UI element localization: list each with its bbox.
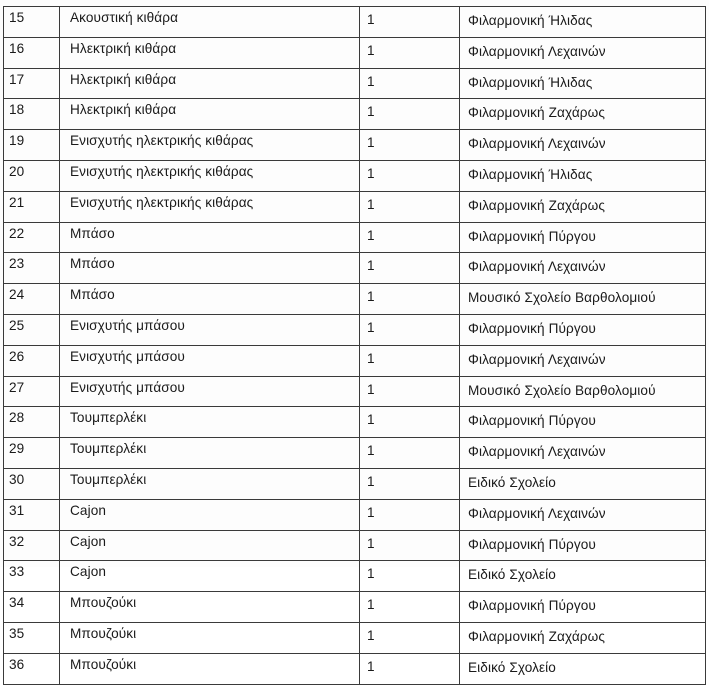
row-number-cell: 20 bbox=[4, 160, 60, 191]
recipient-cell: Φιλαρμονική Πύργου bbox=[460, 222, 706, 253]
table-row bbox=[4, 468, 706, 499]
instrument-cell: Τουμπερλέκι bbox=[60, 407, 360, 438]
table-row bbox=[4, 592, 706, 623]
table-row bbox=[4, 438, 706, 469]
row-number-cell: 21 bbox=[4, 191, 60, 222]
instrument-cell: Cajon bbox=[60, 530, 360, 561]
quantity-cell: 1 bbox=[360, 160, 460, 191]
recipient-cell: Φιλαρμονική Πύργου bbox=[460, 592, 706, 623]
recipient-cell: Φιλαρμονική Ήλιδας bbox=[460, 68, 706, 99]
row-number-cell: 34 bbox=[4, 592, 60, 623]
instrument-cell: Μπάσο bbox=[60, 222, 360, 253]
quantity-cell: 1 bbox=[360, 99, 460, 130]
recipient-cell: Φιλαρμονική Πύργου bbox=[460, 530, 706, 561]
instrument-cell: Ηλεκτρική κιθάρα bbox=[60, 37, 360, 68]
instrument-cell: Ηλεκτρική κιθάρα bbox=[60, 99, 360, 130]
instrument-cell: Ηλεκτρική κιθάρα bbox=[60, 68, 360, 99]
quantity-cell: 1 bbox=[360, 653, 460, 684]
recipient-cell: Φιλαρμονική Ζαχάρως bbox=[460, 191, 706, 222]
recipient-cell: Ειδικό Σχολείο bbox=[460, 561, 706, 592]
instrument-cell: Μπουζούκι bbox=[60, 653, 360, 684]
instrument-distribution-table bbox=[3, 6, 706, 685]
quantity-cell: 1 bbox=[360, 468, 460, 499]
recipient-cell: Φιλαρμονική Ζαχάρως bbox=[460, 99, 706, 130]
instrument-cell: Ακουστική κιθάρα bbox=[60, 7, 360, 38]
quantity-cell: 1 bbox=[360, 561, 460, 592]
table-row bbox=[4, 130, 706, 161]
recipient-cell: Φιλαρμονική Λεχαινών bbox=[460, 37, 706, 68]
row-number-cell: 35 bbox=[4, 622, 60, 653]
recipient-cell: Ειδικό Σχολείο bbox=[460, 468, 706, 499]
quantity-cell: 1 bbox=[360, 68, 460, 99]
recipient-cell: Φιλαρμονική Λεχαινών bbox=[460, 438, 706, 469]
instrument-cell: Μπάσο bbox=[60, 253, 360, 284]
recipient-cell: Μουσικό Σχολείο Βαρθολομιού bbox=[460, 284, 706, 315]
row-number-cell: 22 bbox=[4, 222, 60, 253]
row-number-cell: 25 bbox=[4, 314, 60, 345]
quantity-cell: 1 bbox=[360, 407, 460, 438]
recipient-cell: Φιλαρμονική Λεχαινών bbox=[460, 499, 706, 530]
instrument-cell: Ενισχυτής ηλεκτρικής κιθάρας bbox=[60, 191, 360, 222]
quantity-cell: 1 bbox=[360, 191, 460, 222]
row-number-cell: 28 bbox=[4, 407, 60, 438]
quantity-cell: 1 bbox=[360, 622, 460, 653]
recipient-cell: Φιλαρμονική Λεχαινών bbox=[460, 130, 706, 161]
row-number-cell: 29 bbox=[4, 438, 60, 469]
table-row bbox=[4, 345, 706, 376]
table-row bbox=[4, 160, 706, 191]
instrument-cell: Ενισχυτής ηλεκτρικής κιθάρας bbox=[60, 130, 360, 161]
table-row bbox=[4, 68, 706, 99]
recipient-cell: Φιλαρμονική Πύργου bbox=[460, 407, 706, 438]
quantity-cell: 1 bbox=[360, 7, 460, 38]
quantity-cell: 1 bbox=[360, 253, 460, 284]
quantity-cell: 1 bbox=[360, 37, 460, 68]
row-number-cell: 24 bbox=[4, 284, 60, 315]
quantity-cell: 1 bbox=[360, 530, 460, 561]
instrument-cell: Cajon bbox=[60, 499, 360, 530]
quantity-cell: 1 bbox=[360, 376, 460, 407]
quantity-cell: 1 bbox=[360, 284, 460, 315]
table-row bbox=[4, 622, 706, 653]
quantity-cell: 1 bbox=[360, 499, 460, 530]
row-number-cell: 32 bbox=[4, 530, 60, 561]
row-number-cell: 36 bbox=[4, 653, 60, 684]
instrument-cell: Ενισχυτής μπάσου bbox=[60, 314, 360, 345]
quantity-cell: 1 bbox=[360, 130, 460, 161]
table-row bbox=[4, 99, 706, 130]
instrument-cell: Ενισχυτής ηλεκτρικής κιθάρας bbox=[60, 160, 360, 191]
table-row bbox=[4, 37, 706, 68]
table-row bbox=[4, 7, 706, 38]
quantity-cell: 1 bbox=[360, 314, 460, 345]
table-row bbox=[4, 376, 706, 407]
table-row bbox=[4, 284, 706, 315]
instrument-cell: Μπουζούκι bbox=[60, 592, 360, 623]
table-row bbox=[4, 653, 706, 684]
table-row bbox=[4, 314, 706, 345]
recipient-cell: Φιλαρμονική Λεχαινών bbox=[460, 253, 706, 284]
quantity-cell: 1 bbox=[360, 345, 460, 376]
row-number-cell: 31 bbox=[4, 499, 60, 530]
table-row bbox=[4, 407, 706, 438]
row-number-cell: 26 bbox=[4, 345, 60, 376]
quantity-cell: 1 bbox=[360, 592, 460, 623]
row-number-cell: 16 bbox=[4, 37, 60, 68]
instrument-cell: Cajon bbox=[60, 561, 360, 592]
table-row bbox=[4, 561, 706, 592]
recipient-cell: Φιλαρμονική Πύργου bbox=[460, 314, 706, 345]
recipient-cell: Μουσικό Σχολείο Βαρθολομιού bbox=[460, 376, 706, 407]
table-row bbox=[4, 222, 706, 253]
row-number-cell: 30 bbox=[4, 468, 60, 499]
row-number-cell: 18 bbox=[4, 99, 60, 130]
recipient-cell: Φιλαρμονική Ήλιδας bbox=[460, 160, 706, 191]
recipient-cell: Φιλαρμονική Λεχαινών bbox=[460, 345, 706, 376]
instrument-cell: Τουμπερλέκι bbox=[60, 438, 360, 469]
table-row bbox=[4, 191, 706, 222]
recipient-cell: Ειδικό Σχολείο bbox=[460, 653, 706, 684]
instrument-cell: Ενισχυτής μπάσου bbox=[60, 345, 360, 376]
row-number-cell: 15 bbox=[4, 7, 60, 38]
quantity-cell: 1 bbox=[360, 438, 460, 469]
row-number-cell: 19 bbox=[4, 130, 60, 161]
instrument-cell: Ενισχυτής μπάσου bbox=[60, 376, 360, 407]
recipient-cell: Φιλαρμονική Ήλιδας bbox=[460, 7, 706, 38]
table-row bbox=[4, 253, 706, 284]
row-number-cell: 33 bbox=[4, 561, 60, 592]
row-number-cell: 17 bbox=[4, 68, 60, 99]
instrument-cell: Τουμπερλέκι bbox=[60, 468, 360, 499]
recipient-cell: Φιλαρμονική Ζαχάρως bbox=[460, 622, 706, 653]
instrument-cell: Μπάσο bbox=[60, 284, 360, 315]
row-number-cell: 23 bbox=[4, 253, 60, 284]
table-row bbox=[4, 499, 706, 530]
row-number-cell: 27 bbox=[4, 376, 60, 407]
table-row bbox=[4, 530, 706, 561]
instrument-cell: Μπουζούκι bbox=[60, 622, 360, 653]
quantity-cell: 1 bbox=[360, 222, 460, 253]
